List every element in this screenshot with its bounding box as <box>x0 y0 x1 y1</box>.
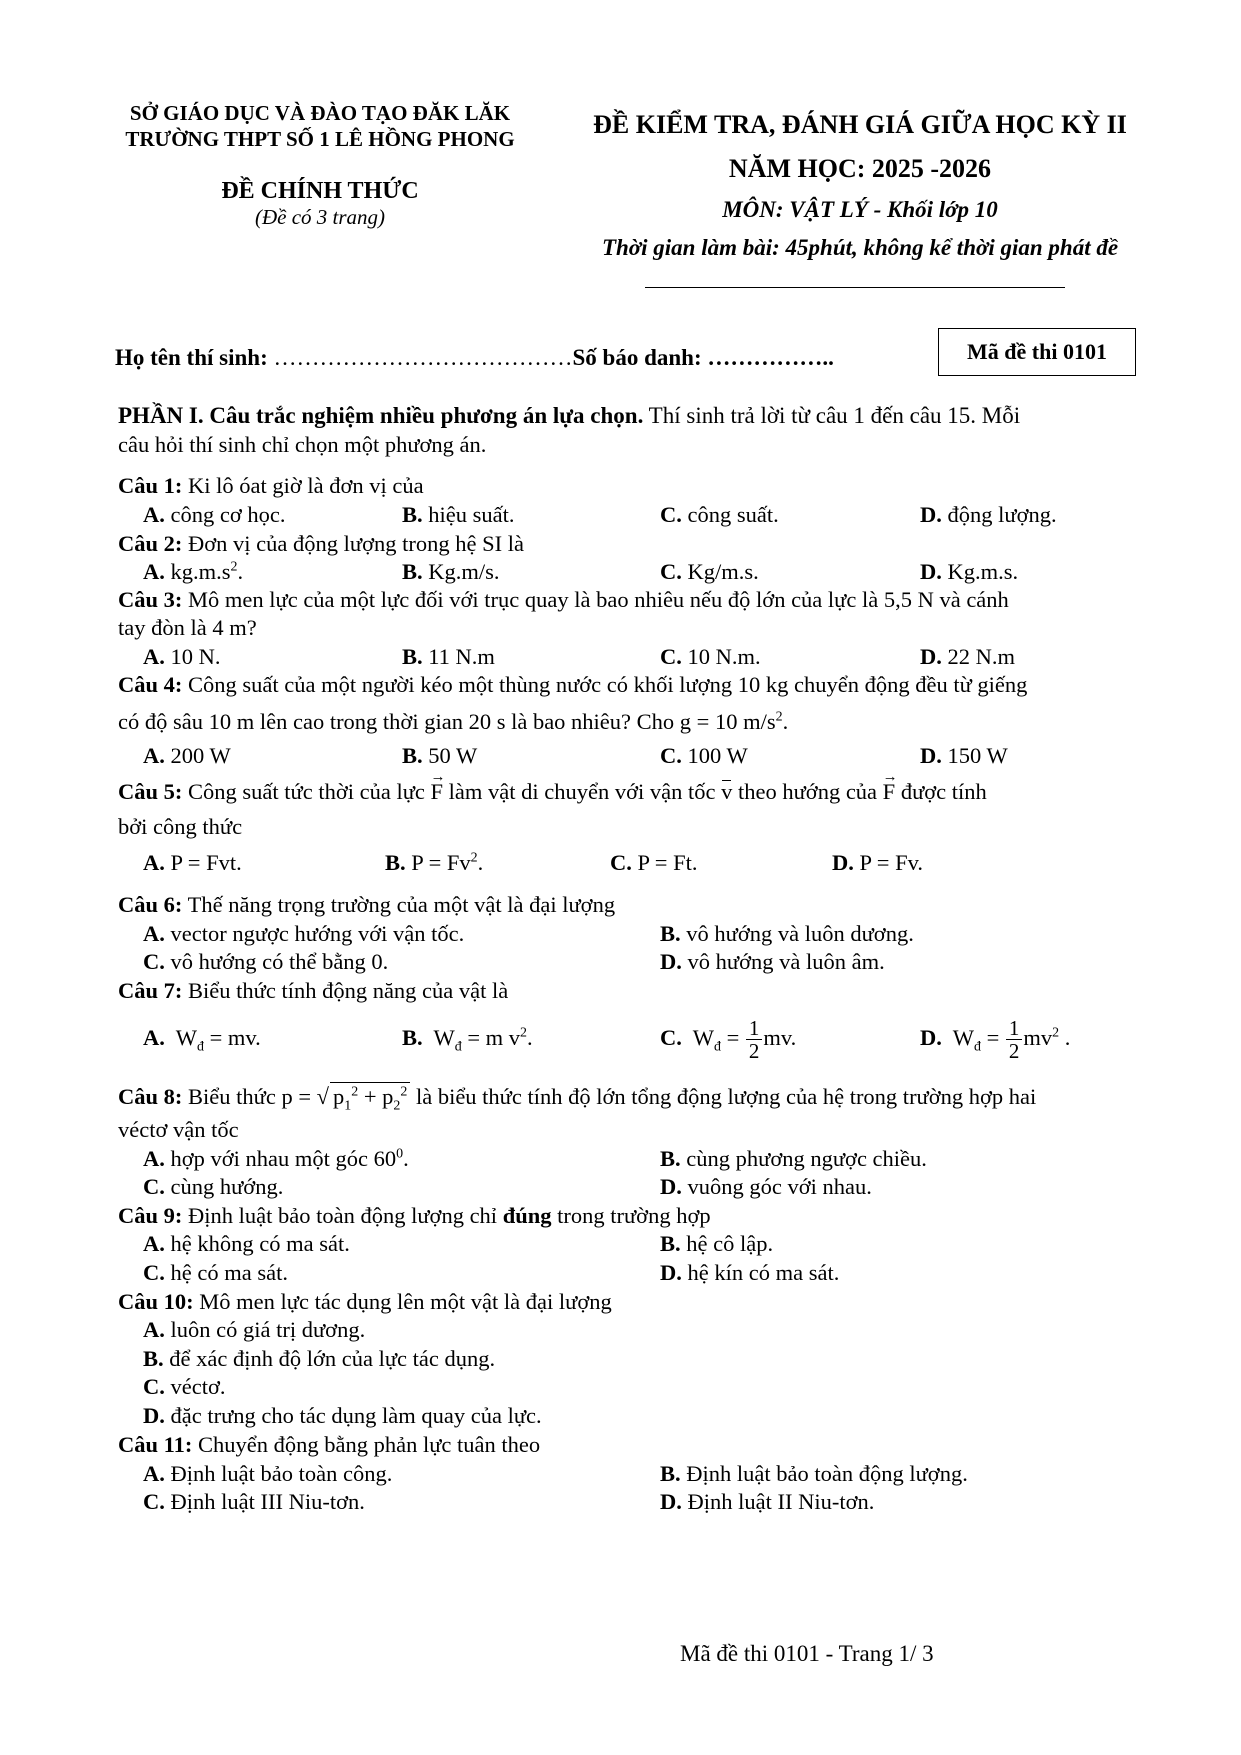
superscript: 2 <box>1052 1025 1060 1041</box>
option-letter: A. <box>143 1146 165 1171</box>
superscript: 2 <box>470 850 478 866</box>
option-letter: C. <box>143 1174 165 1199</box>
fraction-numerator: 1 <box>746 1017 763 1040</box>
subscript: đ <box>196 1039 204 1055</box>
question-label: Câu 2: <box>118 531 183 556</box>
q3-option-b[interactable] <box>402 643 495 671</box>
option-text-end: . <box>1059 1025 1071 1050</box>
option-text: hợp với nhau một góc 60 <box>164 1146 397 1171</box>
question-label: Câu 1: <box>118 473 183 498</box>
option-letter: A. <box>143 1461 165 1486</box>
question-text: Công suất tức thời của lực <box>182 779 431 804</box>
q3-option-a[interactable] <box>143 643 221 671</box>
option-letter: D. <box>920 502 942 527</box>
question-3-cont: tay đòn là 4 m? <box>118 615 257 640</box>
question-label: Câu 6: <box>118 892 183 917</box>
q8-option-c[interactable] <box>143 1173 283 1201</box>
option-text-end: . <box>527 1025 533 1050</box>
option-letter: D. <box>660 1174 682 1199</box>
question-1 <box>118 472 424 500</box>
fraction-numerator: 1 <box>1006 1017 1023 1040</box>
option-letter: A. <box>143 559 165 584</box>
option-letter: B. <box>660 1231 681 1256</box>
option-letter: C. <box>660 1025 682 1050</box>
question-9 <box>118 1202 711 1230</box>
velocity-vector-symbol: v <box>721 779 733 804</box>
part1-instruction-2: câu hỏi thí sinh chỉ chọn một phương án. <box>118 432 487 457</box>
q2-option-b[interactable] <box>402 558 500 586</box>
question-label: Câu 3: <box>118 587 183 612</box>
part1-instruction-1: Thí sinh trả lời từ câu 1 đến câu 15. Mỗi <box>643 403 1021 428</box>
option-text-end: . <box>403 1146 409 1171</box>
option-letter: C. <box>660 644 682 669</box>
question-text: Biểu thức tính động năng của vật là <box>182 978 509 1003</box>
q10-option-d[interactable] <box>143 1402 542 1430</box>
question-label: Câu 10: <box>118 1289 194 1314</box>
option-letter: D. <box>832 850 854 875</box>
option-text: công suất. <box>681 502 779 527</box>
option-letter: D. <box>660 1260 682 1285</box>
part1-title: PHẦN I. Câu trắc nghiệm nhiều phương án lựa chọn. <box>118 403 644 428</box>
option-text: hệ cô lập. <box>680 1231 774 1256</box>
sqrt-symbol: √ <box>316 1084 329 1109</box>
q8-option-b[interactable] <box>660 1145 927 1173</box>
option-text: hệ không có ma sát. <box>164 1231 350 1256</box>
superscript: 0 <box>396 1146 404 1162</box>
q4-option-d[interactable] <box>920 742 1008 770</box>
duration: Thời gian làm bài: 45phút, không kể thời gian phát đề <box>601 235 1119 260</box>
option-letter: D. <box>660 949 682 974</box>
part1-heading <box>118 402 1020 430</box>
q5-option-d[interactable] <box>832 849 923 877</box>
question-2 <box>118 530 524 558</box>
school-name: TRƯỜNG THPT SỐ 1 LÊ HỒNG PHONG <box>125 127 515 151</box>
q5-option-a[interactable] <box>143 849 242 877</box>
option-letter: A. <box>143 502 165 527</box>
option-text: Kg.m/s. <box>422 559 500 584</box>
option-letter: C. <box>660 743 682 768</box>
q11-option-b[interactable] <box>660 1460 968 1488</box>
question-3 <box>118 586 1009 614</box>
option-text: 50 W <box>422 743 478 768</box>
question-text: Ki lô óat giờ là đơn vị của <box>182 473 424 498</box>
q3-option-c[interactable] <box>660 643 761 671</box>
q3-option-d[interactable] <box>920 643 1015 671</box>
option-text: động lượng. <box>941 502 1057 527</box>
q5-option-b[interactable] <box>385 849 483 877</box>
q10-option-b[interactable] <box>143 1345 495 1373</box>
question-text: Công suất của một người kéo một thùng nước có khối lượng 10 kg chuyển động đều từ giếng <box>182 672 1028 697</box>
option-text: đặc trưng cho tác dụng làm quay của lực. <box>164 1403 542 1428</box>
q2-option-a[interactable] <box>143 558 243 586</box>
option-text: 150 W <box>941 743 1008 768</box>
formula-symbol: W <box>433 1025 455 1050</box>
option-letter: B. <box>402 502 423 527</box>
q4-option-c[interactable] <box>660 742 748 770</box>
q5-option-c[interactable] <box>610 849 698 877</box>
option-text: vô hướng và luôn âm. <box>681 949 885 974</box>
question-text: Chuyển động bằng phản lực tuân theo <box>192 1432 541 1457</box>
option-text: 10 N.m. <box>681 644 761 669</box>
q7-option-d[interactable]: D. $W_đ$ = $\frac{1}{2}$ $mv^2$ . <box>920 1016 1071 1064</box>
option-text: cùng phương ngược chiều. <box>680 1146 927 1171</box>
question-5-cont: bởi công thức <box>118 814 243 839</box>
option-text: Định luật III Niu-tơn. <box>164 1489 365 1514</box>
option-letter: A. <box>143 1025 165 1050</box>
subscript: 1 <box>344 1098 352 1114</box>
option-letter: A. <box>143 921 165 946</box>
q9-option-a[interactable] <box>143 1230 350 1258</box>
question-text-end: . <box>782 709 789 734</box>
formula-symbol: W <box>952 1025 974 1050</box>
fraction-one-half <box>1006 1017 1023 1062</box>
question-10 <box>118 1288 612 1316</box>
fraction-denominator: 2 <box>1008 1039 1020 1064</box>
subject: MÔN: VẬT LÝ - Khối lớp 10 <box>722 197 998 222</box>
option-text: hệ có ma sát. <box>164 1260 288 1285</box>
q6-option-b[interactable] <box>660 920 914 948</box>
option-text: mv. <box>763 1025 797 1050</box>
option-letter: C. <box>143 949 165 974</box>
q6-option-d[interactable] <box>660 948 885 976</box>
option-text: vô hướng và luôn dương. <box>680 921 914 946</box>
exam-title: ĐỀ KIỂM TRA, ĐÁNH GIÁ GIỮA HỌC KỲ II <box>593 110 1127 139</box>
question-8-cont: véctơ vận tốc <box>118 1117 239 1142</box>
option-text: = mv. <box>203 1025 261 1050</box>
question-label: Câu 4: <box>118 672 183 697</box>
option-letter: B. <box>402 644 423 669</box>
q2-option-c[interactable] <box>660 558 759 586</box>
header-left <box>100 100 540 230</box>
option-letter: A. <box>143 1231 165 1256</box>
option-letter: B. <box>660 1146 681 1171</box>
option-text: luôn có giá trị dương. <box>164 1317 366 1342</box>
option-text: 22 N.m <box>941 644 1015 669</box>
option-letter: A. <box>143 743 165 768</box>
option-letter: B. <box>402 743 423 768</box>
q11-option-a[interactable] <box>143 1460 392 1488</box>
option-letter: D. <box>660 1489 682 1514</box>
option-text: Kg/m.s. <box>681 559 759 584</box>
question-text: là biểu thức tính độ lớn tổng động lượng của hệ trong trường hợp hai <box>410 1084 1037 1109</box>
q11-option-d[interactable] <box>660 1488 874 1516</box>
question-label: Câu 11: <box>118 1432 193 1457</box>
option-text: để xác định độ lớn của lực tác dụng. <box>163 1346 496 1371</box>
name-label: Họ tên thí sinh: <box>115 345 268 370</box>
q2-option-d[interactable] <box>920 558 1018 586</box>
name-dots[interactable]: ………………………………… <box>273 345 573 370</box>
q7-option-c[interactable]: C. $W_đ$ = $\frac{1}{2}$ mv. <box>660 1016 797 1064</box>
q9-option-b[interactable] <box>660 1230 773 1258</box>
q1-option-d[interactable] <box>920 501 1057 529</box>
option-text: vector ngược hướng với vận tốc. <box>164 921 465 946</box>
question-6 <box>118 891 615 919</box>
option-letter: D. <box>920 743 942 768</box>
option-text: vô hướng có thể bằng 0. <box>164 949 389 974</box>
option-text: Định luật bảo toàn công. <box>164 1461 393 1486</box>
fraction-denominator: 2 <box>748 1039 760 1064</box>
question-text: Đơn vị của động lượng trong hệ SI là <box>182 531 524 556</box>
subscript: đ <box>713 1039 721 1055</box>
option-letter: A. <box>143 850 165 875</box>
formula-symbol: p <box>333 1084 345 1109</box>
sbd-label: Số báo danh: <box>572 345 702 370</box>
q9-option-c[interactable] <box>143 1259 288 1287</box>
question-label: Câu 8: <box>118 1084 183 1109</box>
subscript: 2 <box>393 1098 401 1114</box>
option-text: mv <box>1023 1025 1053 1050</box>
option-letter: D. <box>920 644 942 669</box>
option-letter: B. <box>402 1025 423 1050</box>
q4-option-a[interactable] <box>143 742 231 770</box>
option-letter: B. <box>385 850 406 875</box>
question-11 <box>118 1431 540 1459</box>
department-name: SỞ GIÁO DỤC VÀ ĐÀO TẠO ĐĂK LĂK <box>129 101 511 125</box>
option-text: P = Fvt. <box>164 850 242 875</box>
formula-symbol: W <box>692 1025 714 1050</box>
superscript: 2 <box>400 1084 408 1100</box>
option-letter: A. <box>143 644 165 669</box>
question-4-cont <box>118 708 788 736</box>
school-year: NĂM HỌC: 2025 -2026 <box>728 154 992 183</box>
q7-option-a[interactable] <box>143 1024 261 1055</box>
question-label: Câu 5: <box>118 779 183 804</box>
question-label: Câu 9: <box>118 1203 183 1228</box>
q8-option-d[interactable] <box>660 1173 872 1201</box>
option-text: vuông góc với nhau. <box>681 1174 872 1199</box>
option-text: cùng hướng. <box>164 1174 284 1199</box>
option-letter: C. <box>610 850 632 875</box>
option-letter: D. <box>920 559 942 584</box>
superscript: 2 <box>520 1025 527 1041</box>
question-text: Mô men lực của một lực đối với trục quay là bao nhiêu nếu độ lớn của lực là 5,5 N và cánh <box>182 587 1009 612</box>
fraction-one-half <box>746 1017 763 1062</box>
q1-option-c[interactable] <box>660 501 779 529</box>
page-footer: Mã đề thi 0101 - Trang 1/ 3 <box>680 1641 934 1666</box>
option-letter: D. <box>920 1025 942 1050</box>
question-7 <box>118 977 508 1005</box>
option-letter: B. <box>660 921 681 946</box>
option-text: P = Fv. <box>853 850 924 875</box>
question-text: Biểu thức p = <box>182 1084 317 1109</box>
option-letter: D. <box>143 1403 165 1428</box>
superscript: 2 <box>351 1084 359 1100</box>
exam-code-box <box>938 328 1136 376</box>
option-text: kg.m.s <box>164 559 231 584</box>
question-emphasis: đúng <box>502 1203 552 1228</box>
formula-symbol: W <box>175 1025 197 1050</box>
operator: + <box>358 1084 383 1109</box>
superscript: 2 <box>230 559 238 575</box>
candidate-line <box>115 344 834 372</box>
q10-option-c[interactable] <box>143 1373 226 1401</box>
force-vector-symbol: → F <box>883 778 896 806</box>
option-text-end: . <box>477 850 484 875</box>
option-text: 11 N.m <box>422 644 495 669</box>
q6-option-a[interactable] <box>143 920 464 948</box>
formula-symbol: p <box>382 1084 394 1109</box>
option-text: P = Fv <box>405 850 471 875</box>
question-text: trong trường hợp <box>551 1203 711 1228</box>
question-5 <box>118 778 987 806</box>
subscript: đ <box>973 1039 981 1055</box>
question-text: theo hướng của <box>732 779 883 804</box>
option-letter: B. <box>143 1346 164 1371</box>
option-letter: C. <box>143 1374 165 1399</box>
option-text: véctơ. <box>164 1374 226 1399</box>
question-8 <box>118 1082 1037 1114</box>
subscript: đ <box>454 1039 462 1055</box>
q7-option-b[interactable] <box>402 1024 533 1055</box>
option-letter: C. <box>660 502 682 527</box>
header-right <box>560 110 1160 262</box>
option-letter: C. <box>143 1260 165 1285</box>
question-text: Mô men lực tác dụng lên một vật là đại lượng <box>193 1289 612 1314</box>
exam-code: Mã đề thi 0101 <box>967 339 1107 364</box>
option-text: Định luật bảo toàn động lượng. <box>680 1461 968 1486</box>
question-text: có độ sâu 10 m lên cao trong thời gian 20 s là bao nhiêu? Cho g = 10 m/s <box>118 709 776 734</box>
question-label: Câu 7: <box>118 978 183 1003</box>
q8-option-a[interactable] <box>143 1145 409 1173</box>
force-vector-symbol: → F <box>431 778 444 806</box>
option-letter: A. <box>143 1317 165 1342</box>
option-text: hệ kín có ma sát. <box>681 1260 840 1285</box>
header-divider <box>645 287 1065 288</box>
q6-option-c[interactable] <box>143 948 388 976</box>
question-text: Định luật bảo toàn động lượng chỉ <box>182 1203 503 1228</box>
option-text: hiệu suất. <box>422 502 515 527</box>
option-text: 100 W <box>681 743 748 768</box>
q11-option-c[interactable] <box>143 1488 365 1516</box>
superscript: 2 <box>775 709 783 725</box>
q1-option-a[interactable] <box>143 501 285 529</box>
sqrt-expression <box>330 1082 410 1114</box>
official-label: ĐỀ CHÍNH THỨC <box>221 178 419 204</box>
option-text: công cơ học. <box>164 502 286 527</box>
option-text: Kg.m.s. <box>941 559 1019 584</box>
question-text: Thế năng trọng trường của một vật là đại lượng <box>182 892 616 917</box>
option-text-end: . <box>237 559 244 584</box>
option-letter: B. <box>660 1461 681 1486</box>
option-text: P = Ft. <box>631 850 698 875</box>
sbd-dots[interactable]: …………….. <box>707 345 834 370</box>
question-4 <box>118 671 1027 699</box>
option-text: = m v <box>461 1025 521 1050</box>
question-text: được tính <box>895 779 987 804</box>
option-text: 10 N. <box>164 644 221 669</box>
q9-option-d[interactable] <box>660 1259 839 1287</box>
option-letter: C. <box>660 559 682 584</box>
pages-note: (Đề có 3 trang) <box>254 205 386 229</box>
option-text: Định luật II Niu-tơn. <box>681 1489 875 1514</box>
q10-option-a[interactable] <box>143 1316 365 1344</box>
question-text: làm vật di chuyển với vận tốc <box>443 779 722 804</box>
option-letter: C. <box>143 1489 165 1514</box>
q1-option-b[interactable] <box>402 501 515 529</box>
option-letter: B. <box>402 559 423 584</box>
option-text: 200 W <box>164 743 231 768</box>
